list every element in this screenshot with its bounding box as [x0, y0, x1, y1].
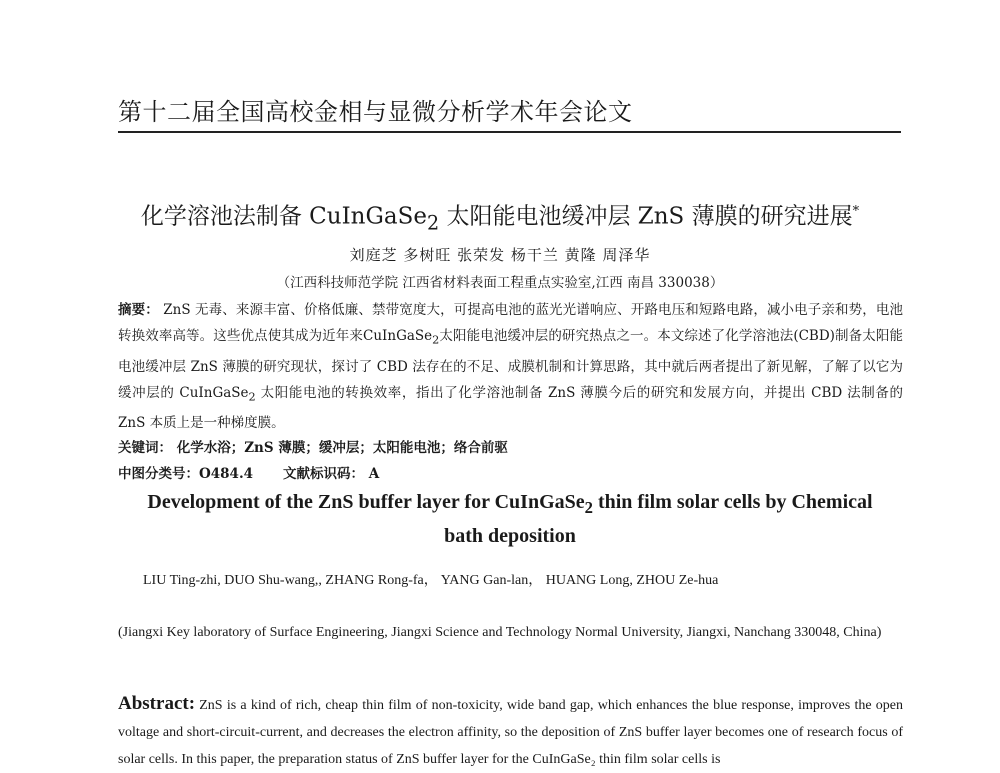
- abstract-en-text: ZnS is a kind of rich, cheap thin film of non-toxicity, wide band gap, which enhances the blue response, improves the open voltage and short-circuit-current, and decreases the electron affinity, so the deposition of ZnS buffer layer becomes one of research focus of solar cells. In this paper, the preparation status of ZnS buffer layer for the CuInGaSe₂ thin film solar cells is: [118, 698, 903, 767]
- keywords-text: 化学水浴；ZnS 薄膜；缓冲层；太阳能电池；络合前驱: [172, 440, 508, 456]
- title-en-prefix: Development of the ZnS buffer layer for CuInGaSe: [147, 491, 585, 513]
- abstract-cn-subscript-2: 2: [248, 390, 256, 404]
- abstract-cn-subscript-1: 2: [432, 333, 440, 347]
- title-en-subscript: 2: [584, 498, 593, 517]
- title-en-suffix: thin film solar cells by Chemical bath deposition: [444, 491, 873, 547]
- abstract-english: [118, 690, 903, 773]
- keywords-line: [118, 436, 903, 456]
- paper-title-english: [130, 488, 890, 551]
- title-cn-subscript: 2: [426, 211, 440, 235]
- abstract-en-label: Abstract:: [118, 693, 196, 714]
- clc-number: 中图分类号：O484.4: [118, 466, 254, 482]
- abstract-cn-label: 摘要：: [118, 302, 159, 318]
- abstract-chinese: [118, 297, 903, 436]
- authors-english: LIU Ting-zhi, DUO Shu-wang,, ZHANG Rong-fa， YANG Gan-lan， HUANG Long, ZHOU Ze-hua: [143, 573, 719, 588]
- paper-title-chinese: [0, 196, 1000, 239]
- running-header: 第十二届全国高校金相与显微分析学术年会论文: [118, 96, 901, 133]
- abstract-cn-text-1: ZnS 无毒、来源丰富、价格低廉、禁带宽度大，可提高电池的蓝光光谱响应、开路电压和短路电路，减小电子亲和势，电池转换效率高等。这些优点使其成为近年来CuInGaSe: [118, 302, 904, 344]
- abstract-cn-text-2: 太阳能电池缓冲层的研究热点之一。本文综述了化学溶池法(CBD)制备太阳能电池缓冲层 ZnS 薄膜的研究现状，探讨了 CBD 法存在的不足、成膜机制和计算思路，其中就后两者提出了新见解，了解了以它为缓冲层的 CuInGaSe: [118, 328, 903, 401]
- abstract-cn-text-3: 太阳能电池的转换效率，指出了化学溶池制备 ZnS 薄膜今后的研究和发展方向，并提出 CBD 法制备的 ZnS 本质上是一种梯度膜。: [118, 384, 903, 432]
- classification-line: [118, 462, 903, 482]
- keywords-label: 关键词：: [118, 440, 172, 456]
- affiliation-chinese: （江西科技师范学院 江西省材料表面工程重点实验室,江西 南昌 330038）: [276, 275, 724, 291]
- authors-chinese: 刘庭芝 多树旺 张荣发 杨干兰 黄隆 周泽华: [349, 246, 651, 264]
- affiliation-english: (Jiangxi Key laboratory of Surface Engineering, Jiangxi Science and Technology Normal University, Jiangxi, Nanchang 330048, China): [118, 625, 882, 640]
- title-cn-prefix: 化学溶池法制备 CuInGaSe: [140, 203, 427, 230]
- document-code: 文献标识码： A: [283, 466, 380, 482]
- title-cn-suffix: 太阳能电池缓冲层 ZnS 薄膜的研究进展: [439, 203, 853, 230]
- title-footnote-mark: *: [852, 204, 860, 219]
